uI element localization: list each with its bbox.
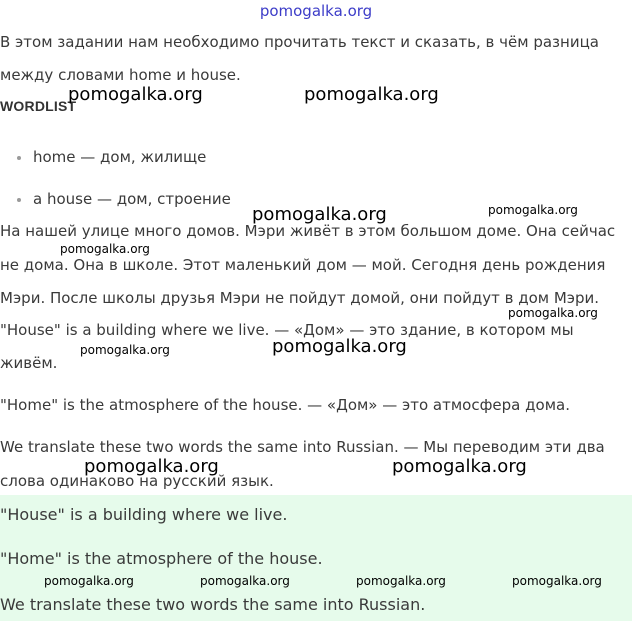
watermark: pomogalka.org [200, 574, 290, 588]
intro-line-1: В этом задании нам необходимо прочитать текст и сказать, в чём разница [0, 33, 599, 51]
wordlist-heading: WORDLIST [0, 98, 77, 114]
watermark: pomogalka.org [304, 84, 439, 105]
text-line-8: слова одинаково на русский язык. [0, 472, 274, 490]
wordlist-item-home: home — дом, жилище [33, 148, 207, 166]
top-watermark: pomogalka.org [259, 2, 373, 20]
answer-line-3: We translate these two words the same into Russian. [0, 595, 426, 614]
watermark: pomogalka.org [44, 574, 134, 588]
watermark: pomogalka.org [512, 574, 602, 588]
text-line-6: "Home" is the atmosphere of the house. — «Дом» — это атмосфера дома. [0, 396, 570, 414]
watermark: pomogalka.org [252, 204, 387, 225]
text-line-2: не дома. Она в школе. Этот маленький дом — мой. Сегодня день рождения [0, 256, 606, 274]
watermark: pomogalka.org [392, 456, 527, 477]
wordlist-item-house: a house — дом, строение [33, 190, 231, 208]
bullet-icon [17, 156, 21, 160]
watermark: pomogalka.org [508, 306, 598, 320]
text-line-7: We translate these two words the same into Russian. — Мы переводим эти два [0, 438, 605, 456]
text-line-1: На нашей улице много домов. Мэри живёт в этом большом доме. Она сейчас [0, 222, 616, 240]
watermark: pomogalka.org [68, 84, 203, 105]
text-line-4: "House" is a building where we live. — «Дом» — это здание, в котором мы [0, 321, 574, 339]
intro-line-2: между словами home и house. [0, 66, 241, 84]
watermark: pomogalka.org [356, 574, 446, 588]
watermark: pomogalka.org [80, 343, 170, 357]
text-line-5: живём. [0, 354, 58, 372]
text-line-3: Мэри. После школы друзья Мэри не пойдут домой, они пойдут в дом Мэри. [0, 289, 600, 307]
watermark: pomogalka.org [84, 456, 219, 477]
watermark: pomogalka.org [488, 203, 578, 217]
bullet-icon [17, 198, 21, 202]
answer-line-2: "Home" is the atmosphere of the house. [0, 549, 323, 568]
answer-line-1: "House" is a building where we live. [0, 505, 288, 524]
watermark: pomogalka.org [60, 242, 150, 256]
watermark: pomogalka.org [272, 336, 407, 357]
